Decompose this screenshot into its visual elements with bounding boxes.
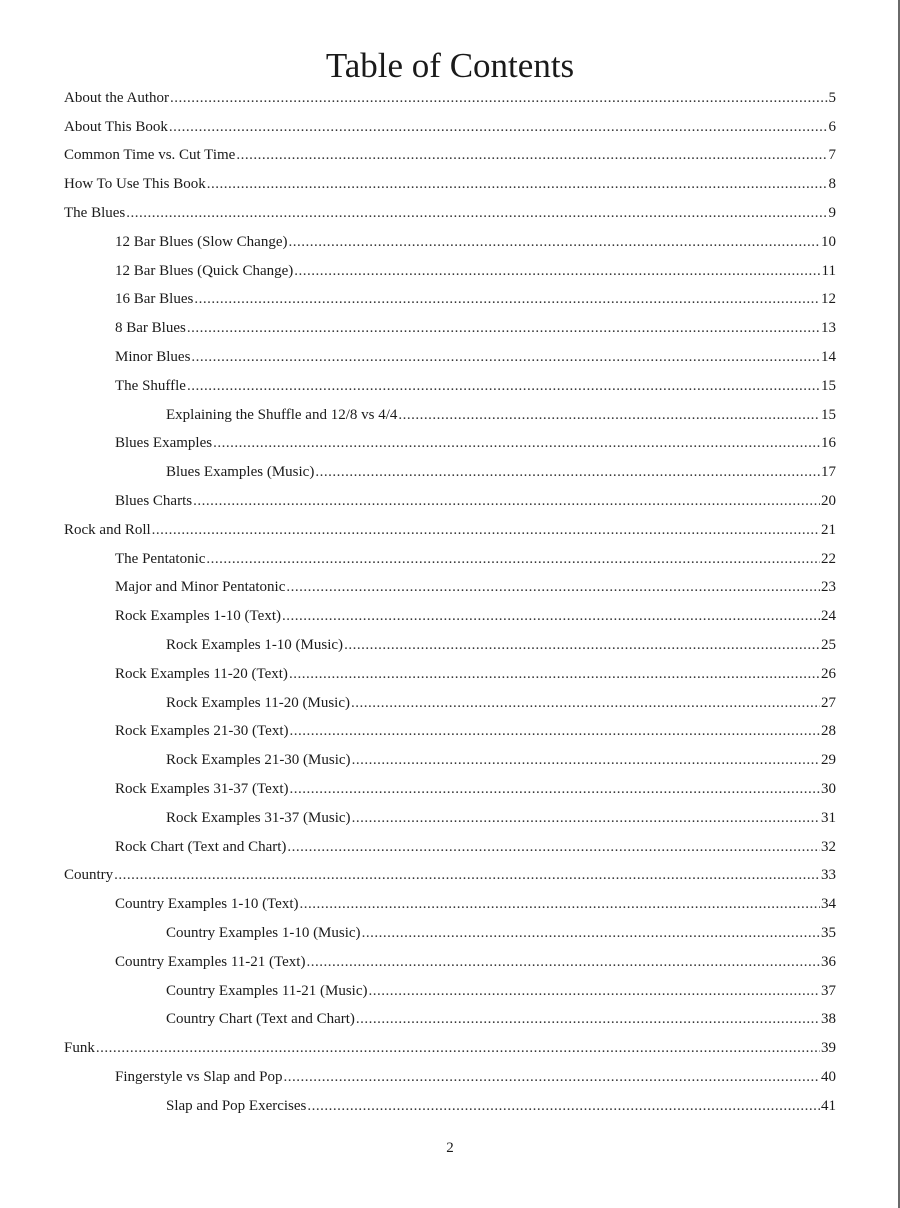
table-of-contents xyxy=(64,84,836,1121)
toc-entry-page: 34 xyxy=(821,896,836,913)
toc-entry-title: Country Examples 1-10 (Music) xyxy=(166,925,361,941)
toc-entry-title: Rock Chart (Text and Chart) xyxy=(115,838,287,855)
toc-entry[interactable] xyxy=(64,286,836,315)
toc-entry[interactable] xyxy=(64,660,836,689)
dot-leader xyxy=(352,752,820,769)
toc-entry-page: 11 xyxy=(821,262,836,279)
toc-entry-page: 36 xyxy=(821,953,836,970)
page-title: Table of Contents xyxy=(325,46,575,85)
toc-entry[interactable] xyxy=(64,746,836,775)
toc-entry-page: 16 xyxy=(821,435,836,452)
dot-leader xyxy=(287,839,820,856)
toc-entry[interactable] xyxy=(64,574,836,603)
page-number: 2 xyxy=(446,1140,454,1156)
dot-leader xyxy=(152,522,820,539)
toc-entry-page: 35 xyxy=(821,925,836,941)
toc-entry[interactable] xyxy=(64,775,836,804)
dot-leader xyxy=(114,867,820,884)
toc-entry-page: 20 xyxy=(821,493,836,510)
toc-entry-title: Rock Examples 1-10 (Music) xyxy=(166,637,344,654)
toc-entry-page: 28 xyxy=(821,723,836,740)
dot-leader xyxy=(126,205,827,222)
toc-entry[interactable] xyxy=(64,804,836,833)
dot-leader xyxy=(169,119,828,136)
toc-entry-title: Major and Minor Pentatonic xyxy=(115,579,286,596)
toc-entry[interactable] xyxy=(64,314,836,343)
toc-entry[interactable] xyxy=(64,1092,836,1121)
dot-leader xyxy=(206,551,820,568)
toc-entry[interactable] xyxy=(64,458,836,487)
toc-entry[interactable] xyxy=(64,1034,836,1063)
toc-entry-title: Rock Examples 11-20 (Text) xyxy=(115,665,288,682)
dot-leader xyxy=(290,781,821,798)
dot-leader xyxy=(236,147,827,164)
toc-entry-title: Rock Examples 31-37 (Text) xyxy=(115,781,289,798)
toc-entry-page: 30 xyxy=(821,781,836,798)
toc-entry[interactable] xyxy=(64,343,836,372)
toc-entry-page: 13 xyxy=(821,320,836,337)
toc-entry[interactable] xyxy=(64,602,836,631)
toc-entry-page: 21 xyxy=(821,521,836,538)
toc-entry-page: 7 xyxy=(828,147,836,164)
toc-entry-title: 12 Bar Blues (Slow Change) xyxy=(115,233,288,250)
toc-entry[interactable] xyxy=(64,631,836,660)
dot-leader xyxy=(307,1098,820,1115)
dot-leader xyxy=(194,291,820,308)
dot-leader xyxy=(282,608,820,625)
toc-entry-page: 6 xyxy=(828,118,836,135)
dot-leader xyxy=(351,695,820,712)
toc-entry-title: Minor Blues xyxy=(115,349,191,366)
toc-entry[interactable] xyxy=(64,142,836,171)
dot-leader xyxy=(286,579,820,596)
dot-leader xyxy=(193,493,820,510)
toc-entry[interactable] xyxy=(64,487,836,516)
toc-entry-page: 33 xyxy=(821,867,836,884)
toc-entry[interactable] xyxy=(64,516,836,545)
toc-entry[interactable] xyxy=(64,170,836,199)
toc-entry-page: 15 xyxy=(821,377,836,394)
toc-entry-page: 15 xyxy=(821,406,836,423)
toc-entry-page: 32 xyxy=(821,838,836,855)
toc-entry-page: 41 xyxy=(821,1097,836,1114)
toc-entry[interactable] xyxy=(64,113,836,142)
toc-entry-title: Country Examples 1-10 (Text) xyxy=(115,896,299,913)
toc-entry[interactable] xyxy=(64,257,836,286)
toc-entry-page: 29 xyxy=(821,752,836,769)
toc-entry[interactable] xyxy=(64,372,836,401)
toc-entry-page: 25 xyxy=(821,637,836,654)
toc-entry[interactable] xyxy=(64,689,836,718)
toc-entry[interactable] xyxy=(64,1006,836,1035)
toc-entry-title: About This Book xyxy=(64,118,168,135)
toc-entry-page: 17 xyxy=(821,464,836,481)
toc-entry[interactable] xyxy=(64,84,836,113)
toc-entry-title: Country xyxy=(64,867,114,884)
toc-entry-title: Explaining the Shuffle and 12/8 vs 4/4 xyxy=(166,406,398,423)
toc-entry[interactable] xyxy=(64,228,836,257)
toc-entry-title: Rock Examples 21-30 (Music) xyxy=(166,752,351,769)
toc-entry-page: 23 xyxy=(821,579,836,596)
toc-entry[interactable] xyxy=(64,862,836,891)
toc-entry[interactable] xyxy=(64,977,836,1006)
dot-leader xyxy=(288,234,820,251)
toc-entry[interactable] xyxy=(64,199,836,228)
dot-leader xyxy=(315,464,820,481)
toc-entry-page: 26 xyxy=(821,665,836,682)
toc-entry-title: 12 Bar Blues (Quick Change) xyxy=(115,262,294,279)
toc-entry-page: 22 xyxy=(821,550,836,567)
toc-entry[interactable] xyxy=(64,1063,836,1092)
toc-entry-page: 39 xyxy=(821,1040,836,1057)
dot-leader xyxy=(300,896,821,913)
dot-leader xyxy=(294,263,820,280)
toc-entry-page: 5 xyxy=(828,89,836,106)
toc-entry-title: About the Author xyxy=(64,89,169,106)
dot-leader xyxy=(207,176,828,193)
toc-entry-title: Rock and Roll xyxy=(64,521,151,538)
dot-leader xyxy=(362,925,820,942)
toc-entry-title: The Blues xyxy=(64,205,126,222)
toc-entry-page: 38 xyxy=(821,1011,836,1028)
toc-entry-page: 31 xyxy=(821,809,836,826)
toc-entry-page: 40 xyxy=(821,1068,836,1085)
dot-leader xyxy=(96,1040,820,1057)
toc-entry[interactable] xyxy=(64,718,836,747)
dot-leader xyxy=(187,378,820,395)
dot-leader xyxy=(344,637,820,654)
toc-entry-title: Blues Examples xyxy=(115,435,213,452)
toc-entry-page: 8 xyxy=(828,176,836,193)
toc-entry-page: 9 xyxy=(828,205,836,222)
toc-entry[interactable] xyxy=(64,545,836,574)
dot-leader xyxy=(290,723,821,740)
toc-entry[interactable] xyxy=(64,919,836,948)
toc-entry-page: 12 xyxy=(821,291,836,308)
toc-entry-title: The Shuffle xyxy=(115,377,186,394)
dot-leader xyxy=(369,983,821,1000)
dot-leader xyxy=(213,435,820,452)
toc-entry-title: The Pentatonic xyxy=(115,550,206,567)
dot-leader xyxy=(284,1069,821,1086)
toc-entry-page: 24 xyxy=(821,608,836,625)
toc-entry-title: Common Time vs. Cut Time xyxy=(64,147,236,164)
toc-entry-page: 37 xyxy=(821,982,836,999)
toc-entry[interactable] xyxy=(64,401,836,430)
toc-entry-title: Rock Examples 1-10 (Text) xyxy=(115,608,281,625)
dot-leader xyxy=(356,1011,820,1028)
dot-leader xyxy=(398,407,820,424)
toc-entry-title: Rock Examples 11-20 (Music) xyxy=(166,694,350,711)
dot-leader xyxy=(352,810,820,827)
toc-entry-title: Rock Examples 31-37 (Music) xyxy=(166,809,351,826)
toc-entry-page: 27 xyxy=(821,694,836,711)
toc-entry-title: Slap and Pop Exercises xyxy=(166,1097,307,1114)
toc-entry[interactable] xyxy=(64,430,836,459)
toc-entry-title: Country Chart (Text and Chart) xyxy=(166,1011,355,1028)
toc-entry-title: Fingerstyle vs Slap and Pop xyxy=(115,1068,283,1085)
toc-entry[interactable] xyxy=(64,890,836,919)
toc-entry-title: Funk xyxy=(64,1040,95,1057)
toc-entry-title: Country Examples 11-21 (Text) xyxy=(115,953,306,970)
dot-leader xyxy=(306,954,820,971)
toc-entry-page: 14 xyxy=(821,349,836,366)
toc-entry[interactable] xyxy=(64,833,836,862)
dot-leader xyxy=(191,349,820,366)
dot-leader xyxy=(187,320,820,337)
toc-entry-title: 16 Bar Blues xyxy=(115,291,194,308)
toc-entry-title: Blues Charts xyxy=(115,493,193,510)
dot-leader xyxy=(170,90,828,107)
toc-entry-title: How To Use This Book xyxy=(64,176,206,193)
toc-entry-title: Rock Examples 21-30 (Text) xyxy=(115,723,289,740)
toc-entry-title: Country Examples 11-21 (Music) xyxy=(166,982,368,999)
dot-leader xyxy=(289,666,820,683)
toc-entry-title: Blues Examples (Music) xyxy=(166,464,315,481)
toc-entry-page: 10 xyxy=(821,233,836,250)
toc-entry-title: 8 Bar Blues xyxy=(115,320,186,337)
toc-entry[interactable] xyxy=(64,948,836,977)
